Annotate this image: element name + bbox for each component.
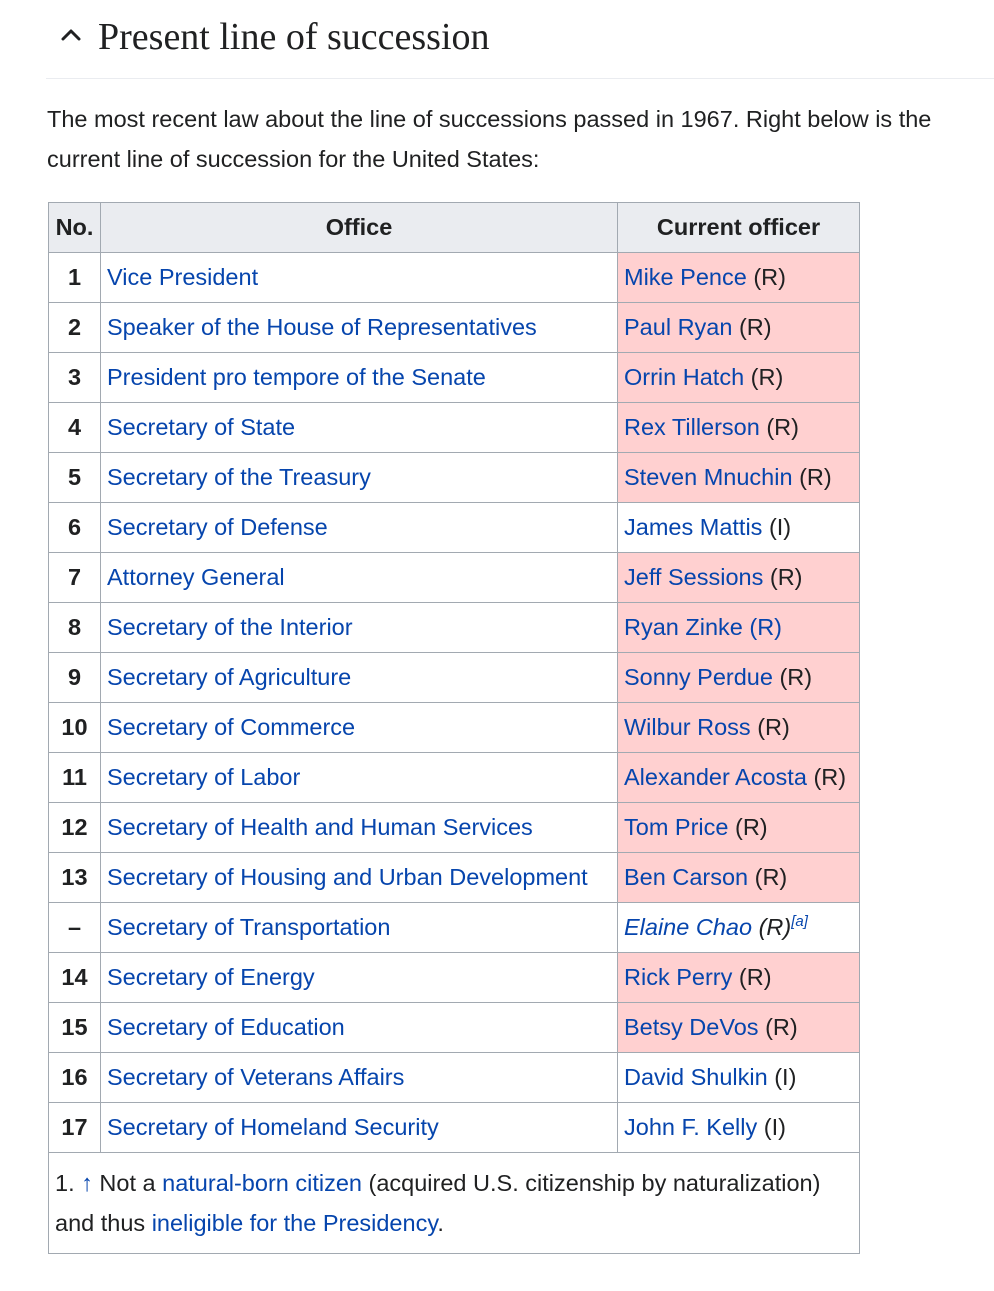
party-label: (R) — [753, 264, 786, 290]
header-office: Office — [101, 203, 618, 253]
officer-link[interactable]: Steven Mnuchin — [624, 464, 793, 490]
officer-link[interactable]: John F. Kelly — [624, 1114, 758, 1140]
ineligible-presidency-link[interactable]: ineligible for the Presidency — [151, 1210, 438, 1236]
footnote-ref-link[interactable]: [a] — [791, 913, 808, 931]
office-link[interactable]: Secretary of Veterans Affairs — [107, 1064, 405, 1090]
officer-link[interactable]: Tom Price — [624, 814, 729, 840]
party-label: (R) — [766, 414, 799, 440]
row-number: 11 — [49, 753, 101, 803]
row-number: 13 — [49, 853, 101, 903]
officer-cell — [618, 303, 860, 353]
officer-link[interactable]: Betsy DeVos — [624, 1014, 759, 1040]
table-row — [49, 353, 860, 403]
row-number: 4 — [49, 403, 101, 453]
table-row — [49, 503, 860, 553]
party-label: (R) — [765, 1014, 798, 1040]
officer-cell — [618, 503, 860, 553]
row-number: 9 — [49, 653, 101, 703]
row-number: 2 — [49, 303, 101, 353]
officer-cell — [618, 753, 860, 803]
row-number: 16 — [49, 1053, 101, 1103]
footnote-text-3: . — [437, 1210, 444, 1236]
natural-born-citizen-link[interactable]: natural-born citizen — [162, 1170, 362, 1196]
office-link[interactable]: President pro tempore of the Senate — [107, 364, 486, 390]
office-link[interactable]: Secretary of Commerce — [107, 714, 356, 740]
officer-link[interactable]: Paul Ryan — [624, 314, 733, 340]
table-body — [49, 253, 860, 1153]
officer-cell — [618, 403, 860, 453]
officer-link[interactable]: James Mattis — [624, 514, 763, 540]
office-link[interactable]: Secretary of Homeland Security — [107, 1114, 439, 1140]
party-label: (R) — [735, 814, 768, 840]
office-link[interactable]: Secretary of Housing and Urban Development — [107, 864, 588, 890]
table-row — [49, 303, 860, 353]
table-row — [49, 653, 860, 703]
officer-link[interactable]: Mike Pence — [624, 264, 747, 290]
office-cell — [101, 1003, 618, 1053]
table-row — [49, 803, 860, 853]
party-label: (R) — [813, 764, 847, 790]
row-number: – — [49, 903, 101, 953]
party-label: (I) — [768, 514, 792, 540]
footnote-backlink-arrow-icon[interactable]: ↑ — [81, 1170, 93, 1196]
office-link[interactable]: Secretary of State — [107, 414, 296, 440]
table-row — [49, 853, 860, 903]
header-current-officer: Current officer — [618, 203, 860, 253]
row-number: 3 — [49, 353, 101, 403]
officer-cell — [618, 853, 860, 903]
office-cell — [101, 853, 618, 903]
table-row — [49, 553, 860, 603]
party-label: (I) — [763, 1114, 786, 1140]
table-row — [49, 703, 860, 753]
party-label: (R) — [799, 464, 832, 490]
office-link[interactable]: Secretary of Education — [107, 1014, 345, 1040]
footnote-cell — [49, 1153, 860, 1254]
office-cell — [101, 953, 618, 1003]
office-cell — [101, 253, 618, 303]
office-cell — [101, 753, 618, 803]
office-cell — [101, 1103, 618, 1153]
party-label: (R) — [779, 664, 813, 690]
officer-link[interactable]: Elaine Chao — [624, 914, 753, 940]
officer-cell — [618, 1053, 860, 1103]
party-label: (R) — [750, 364, 784, 390]
office-cell — [101, 603, 618, 653]
office-link[interactable]: Speaker of the House of Representatives — [107, 314, 537, 340]
row-number: 15 — [49, 1003, 101, 1053]
office-link[interactable]: Secretary of Energy — [107, 964, 315, 990]
row-number: 10 — [49, 703, 101, 753]
officer-cell — [618, 803, 860, 853]
officer-link[interactable]: Orrin Hatch — [624, 364, 745, 390]
officer-cell — [618, 903, 860, 953]
office-cell — [101, 353, 618, 403]
officer-link[interactable]: Sonny Perdue — [624, 664, 773, 690]
officer-link[interactable]: Ben Carson — [624, 864, 749, 890]
table-row — [49, 253, 860, 303]
officer-cell — [618, 953, 860, 1003]
row-number: 12 — [49, 803, 101, 853]
office-cell — [101, 903, 618, 953]
section-header — [46, 0, 994, 79]
section-title: Present line of succession — [98, 16, 490, 58]
table-row — [49, 753, 860, 803]
officer-link[interactable]: Rick Perry — [624, 964, 733, 990]
row-number: 1 — [49, 253, 101, 303]
office-link[interactable]: Secretary of the Treasury — [107, 464, 371, 490]
office-cell — [101, 403, 618, 453]
table-row — [49, 403, 860, 453]
office-cell — [101, 503, 618, 553]
officer-link[interactable]: Ryan Zinke (R) — [624, 614, 783, 640]
officer-link[interactable]: Alexander Acosta — [624, 764, 807, 790]
officer-cell — [618, 553, 860, 603]
table-row — [49, 1053, 860, 1103]
office-cell — [101, 553, 618, 603]
officer-cell — [618, 1003, 860, 1053]
officer-link[interactable]: Rex Tillerson — [624, 414, 760, 440]
table-row — [49, 453, 860, 503]
table-row — [49, 1103, 860, 1153]
office-cell — [101, 653, 618, 703]
row-number: 5 — [49, 453, 101, 503]
header-no: No. — [49, 203, 101, 253]
office-link[interactable]: Secretary of Transportation — [107, 914, 391, 940]
officer-cell — [618, 653, 860, 703]
officer-link[interactable]: David Shulkin — [624, 1064, 768, 1090]
officer-link[interactable]: Wilbur Ross — [624, 714, 751, 740]
table-row — [49, 1003, 860, 1053]
office-cell — [101, 1053, 618, 1103]
officer-link[interactable]: Jeff Sessions — [624, 564, 764, 590]
row-number: 6 — [49, 503, 101, 553]
office-link[interactable]: Secretary of Health and Human Services — [107, 814, 533, 840]
office-link[interactable]: Secretary of Defense — [107, 514, 328, 540]
footnote-row — [49, 1153, 860, 1254]
row-number: 8 — [49, 603, 101, 653]
party-label: (I) — [774, 1064, 797, 1090]
office-cell — [101, 703, 618, 753]
chevron-up-icon[interactable] — [58, 22, 84, 48]
row-number: 7 — [49, 553, 101, 603]
row-number: 17 — [49, 1103, 101, 1153]
party-label: (R) — [757, 714, 790, 740]
party-label: (R) — [738, 314, 772, 340]
table-header-row — [49, 203, 860, 253]
footnote-text-1: Not a — [99, 1170, 156, 1196]
footnote-text-2: (acquired U.S. citizenship by naturalization) and thus — [55, 1170, 821, 1236]
party-label: (R) — [758, 914, 792, 940]
office-link[interactable]: Secretary of Labor — [107, 764, 301, 790]
party-label: (R) — [738, 964, 772, 990]
table-row — [49, 903, 860, 953]
office-link[interactable]: Secretary of Agriculture — [107, 664, 352, 690]
succession-table — [48, 202, 860, 1254]
party-label: (R) — [769, 564, 803, 590]
officer-cell — [618, 253, 860, 303]
party-label: (R) — [754, 864, 788, 890]
officer-cell — [618, 603, 860, 653]
office-cell — [101, 453, 618, 503]
footnote-number: 1. — [55, 1170, 75, 1196]
officer-cell — [618, 353, 860, 403]
officer-cell — [618, 703, 860, 753]
table-row — [49, 603, 860, 653]
intro-paragraph: The most recent law about the line of successions passed in 1967. Right below is the current line of succession for the United States: — [47, 106, 932, 172]
office-cell — [101, 803, 618, 853]
office-link[interactable]: Attorney General — [107, 564, 285, 590]
officer-cell — [618, 453, 860, 503]
row-number: 14 — [49, 953, 101, 1003]
office-link[interactable]: Vice President — [107, 264, 259, 290]
office-link[interactable]: Secretary of the Interior — [107, 614, 353, 640]
officer-cell — [618, 1103, 860, 1153]
table-row — [49, 953, 860, 1003]
office-cell — [101, 303, 618, 353]
